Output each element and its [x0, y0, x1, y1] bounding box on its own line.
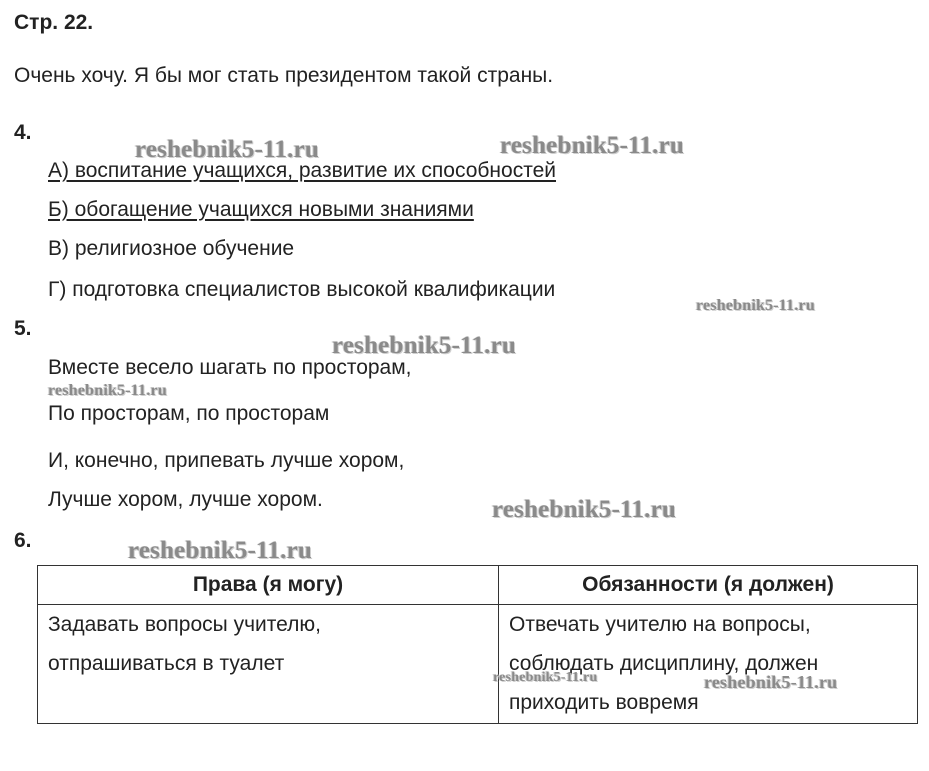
rights-duties-table	[37, 565, 918, 724]
watermark: reshebnik5-11.ru	[128, 537, 313, 564]
q5-line-1: Вместе весело шагать по просторам,	[48, 356, 412, 379]
page-title: Стр. 22.	[14, 11, 94, 34]
question-5-number: 5.	[14, 317, 32, 340]
q4-option-d: Г) подготовка специалистов высокой квалификации	[48, 278, 556, 301]
watermark: reshebnik5-11.ru	[696, 297, 815, 314]
rights-line-2: отпрашиваться в туалет	[48, 652, 285, 675]
rights-line-1: Задавать вопросы учителю,	[48, 613, 321, 636]
q4-option-a: А) воспитание учащихся, развитие их способностей	[48, 159, 556, 182]
rights-header: Права (я могу)	[38, 566, 499, 605]
watermark: reshebnik5-11.ru	[493, 670, 598, 685]
question-6-number: 6.	[14, 529, 32, 552]
q4-option-b: Б) обогащение учащихся новыми знаниями	[48, 198, 474, 221]
intro-text: Очень хочу. Я бы мог стать президентом такой страны.	[14, 64, 554, 87]
duties-cell	[499, 605, 918, 724]
duties-line-3: приходить вовремя	[509, 691, 699, 714]
watermark: reshebnik5-11.ru	[492, 496, 677, 523]
q5-line-2: По просторам, по просторам	[48, 402, 330, 425]
q5-line-4: Лучше хором, лучше хором.	[48, 488, 323, 511]
watermark: reshebnik5-11.ru	[332, 332, 517, 359]
watermark: reshebnik5-11.ru	[704, 672, 838, 692]
watermark: reshebnik5-11.ru	[135, 136, 320, 163]
q4-option-c: В) религиозное обучение	[48, 237, 295, 260]
question-4-number: 4.	[14, 121, 32, 144]
watermark: reshebnik5-11.ru	[500, 132, 685, 159]
duties-line-2: соблюдать дисциплину, должен	[509, 652, 819, 675]
q5-line-3: И, конечно, припевать лучше хором,	[48, 449, 405, 472]
duties-line-1: Отвечать учителю на вопросы,	[509, 613, 811, 636]
duties-header: Обязанности (я должен)	[499, 566, 918, 605]
rights-cell	[38, 605, 499, 724]
watermark: reshebnik5-11.ru	[48, 382, 167, 399]
